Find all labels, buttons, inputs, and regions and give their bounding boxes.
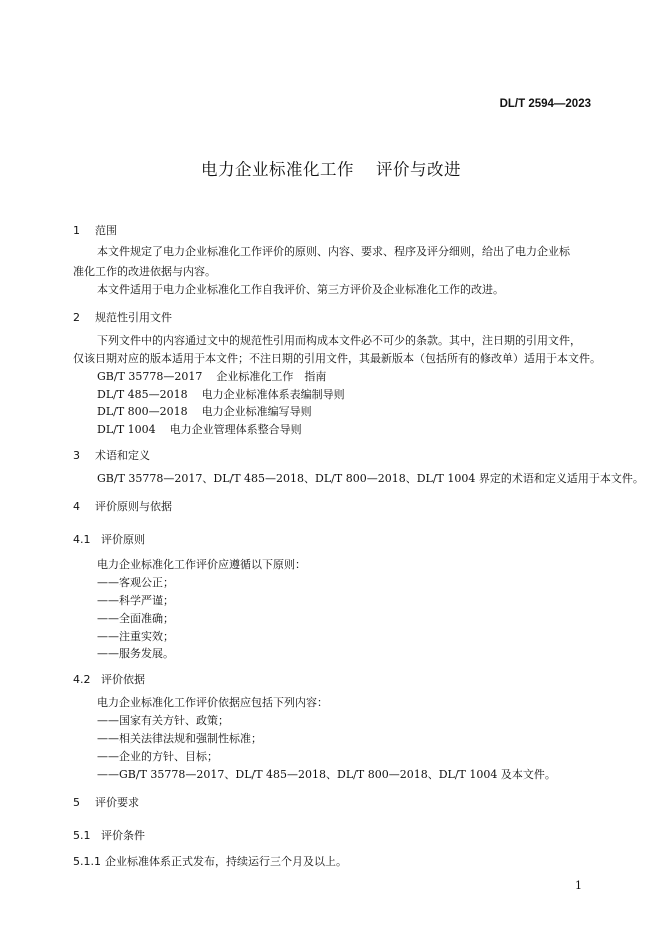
section-4-heading (73, 498, 172, 514)
section-3-heading (73, 447, 150, 463)
section-number: 3 (73, 449, 80, 462)
list-item: ——相关法律法规和强制性标准； (97, 732, 262, 745)
section-number: 4 (73, 500, 80, 513)
section-2-intro-line-1: 下列文件中的内容通过文中的规范性引用而构成本文件必不可少的条款。其中，注日期的引用文件， (97, 334, 581, 347)
reference-name: 电力企业标准编写导则 (201, 405, 312, 418)
section-title: 评价要求 (95, 796, 139, 809)
section-title: 规范性引用文件 (95, 311, 172, 324)
list-item: ——国家有关方针、政策； (97, 714, 229, 727)
section-1-para-2: 本文件适用于电力企业标准化工作自我评价、第三方评价及企业标准化工作的改进。 (97, 283, 504, 296)
section-1-para-1-line-1: 本文件规定了电力企业标准化工作评价的原则、内容、要求、程序及评分细则，给出了电力企业标 (97, 245, 570, 258)
reference-item (97, 386, 345, 402)
reference-code: DL/T 1004 (97, 423, 156, 436)
reference-item (97, 421, 302, 437)
standard-code: DL/T 2594—2023 (499, 98, 591, 110)
section-2-heading (73, 309, 172, 325)
section-title: 评价条件 (101, 829, 145, 842)
reference-item (97, 368, 326, 384)
page-number: 1 (575, 879, 582, 892)
section-number: 4.2 (73, 673, 91, 686)
section-4-2-intro: 电力企业标准化工作评价依据应包括下列内容： (97, 696, 328, 709)
reference-name: 企业标准化工作 指南 (216, 370, 327, 383)
section-number: 2 (73, 311, 80, 324)
section-1-heading (73, 222, 117, 238)
title-main: 电力企业标准化工作 (201, 160, 354, 179)
section-4-2-heading (73, 671, 145, 687)
section-number: 5.1 (73, 829, 91, 842)
reference-name: 电力企业标准体系表编制导则 (201, 388, 345, 401)
document-title (0, 156, 662, 180)
section-title: 术语和定义 (95, 449, 150, 462)
list-item: ——企业的方针、目标； (97, 750, 218, 763)
section-number: 5.1.1 (73, 855, 101, 868)
reference-item (97, 403, 312, 419)
section-4-1-heading (73, 531, 145, 547)
list-item: ——客观公正； (97, 576, 174, 589)
list-item: ——全面准确； (97, 612, 174, 625)
section-number: 4.1 (73, 533, 91, 546)
list-item: ——服务发展。 (97, 647, 174, 660)
clause-text: 企业标准体系正式发布，持续运行三个月及以上。 (105, 855, 347, 868)
section-title: 评价原则 (101, 533, 145, 546)
title-sub: 评价与改进 (376, 160, 461, 179)
list-item: ——注重实效； (97, 630, 174, 643)
list-item: ——GB/T 35778—2017、DL/T 485—2018、DL/T 800—2018、DL/T 1004 及本文件。 (97, 768, 556, 781)
reference-name: 电力企业管理体系整合导则 (169, 423, 302, 436)
reference-code: DL/T 800—2018 (97, 405, 188, 418)
list-item: ——科学严谨； (97, 594, 174, 607)
section-number: 1 (73, 224, 80, 237)
section-5-1-1 (73, 853, 347, 869)
section-5-heading (73, 794, 139, 810)
section-3-text: GB/T 35778—2017、DL/T 485—2018、DL/T 800—2018、DL/T 1004 界定的术语和定义适用于本文件。 (97, 472, 644, 485)
section-1-para-1-line-2: 准化工作的改进依据与内容。 (73, 265, 216, 278)
section-title: 评价原则与依据 (95, 500, 172, 513)
section-number: 5 (73, 796, 80, 809)
reference-code: GB/T 35778—2017 (97, 370, 203, 383)
section-title: 评价依据 (101, 673, 145, 686)
reference-code: DL/T 485—2018 (97, 388, 188, 401)
section-4-1-intro: 电力企业标准化工作评价应遵循以下原则： (97, 558, 306, 571)
section-5-1-heading (73, 827, 145, 843)
section-title: 范围 (95, 224, 117, 237)
section-2-intro-line-2: 仅该日期对应的版本适用于本文件；不注日期的引用文件，其最新版本（包括所有的修改单）适用于本文件。 (73, 352, 601, 365)
